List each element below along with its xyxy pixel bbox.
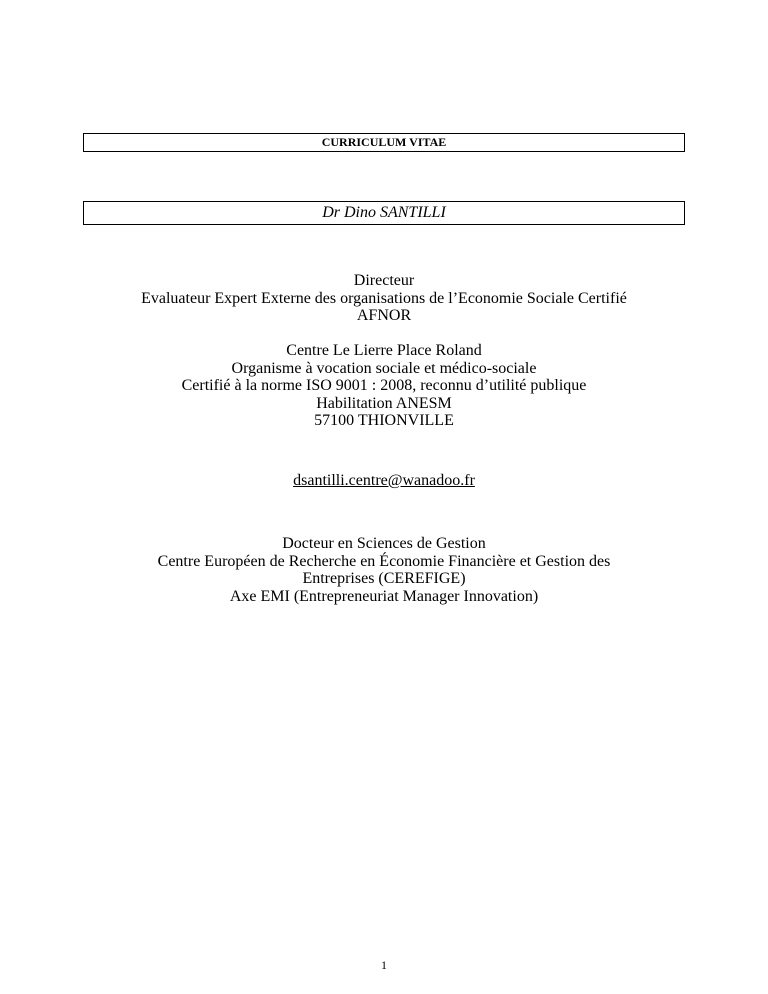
role-description: Evaluateur Expert Externe des organisations de l’Economie Sociale Certifié (141, 289, 627, 307)
organization-description: Organisme à vocation sociale et médico-sociale (231, 359, 537, 377)
organization-habilitation: Habilitation ANESM (316, 394, 452, 412)
cv-title: CURRICULUM VITAE (321, 135, 447, 149)
organization-section (0, 342, 768, 430)
name-box (83, 201, 685, 225)
role-certifier: AFNOR (356, 307, 412, 324)
cv-title-box (83, 133, 685, 152)
person-name: Dr Dino SANTILLI (322, 204, 446, 221)
role-section (0, 272, 768, 325)
academic-degree: Docteur en Sciences de Gestion (282, 535, 486, 552)
research-center-line1: Centre Européen de Recherche en Économie Financière et Gestion des (157, 552, 611, 570)
research-center-line2: Entreprises (CEREFIGE) (302, 570, 466, 587)
page-number: 1 (381, 958, 387, 972)
organization-city: 57100 THIONVILLE (314, 412, 454, 429)
organization-certification: Certifié à la norme ISO 9001 : 2008, reconnu d’utilité publique (181, 377, 587, 394)
position-title: Directeur (353, 272, 415, 289)
research-axis: Axe EMI (Entrepreneuriat Manager Innovation) (229, 587, 539, 605)
organization-name: Centre Le Lierre Place Roland (286, 342, 482, 359)
email-link[interactable]: dsantilli.centre@wanadoo.fr (293, 472, 475, 489)
academic-section (0, 535, 768, 605)
contact-section (0, 472, 768, 490)
